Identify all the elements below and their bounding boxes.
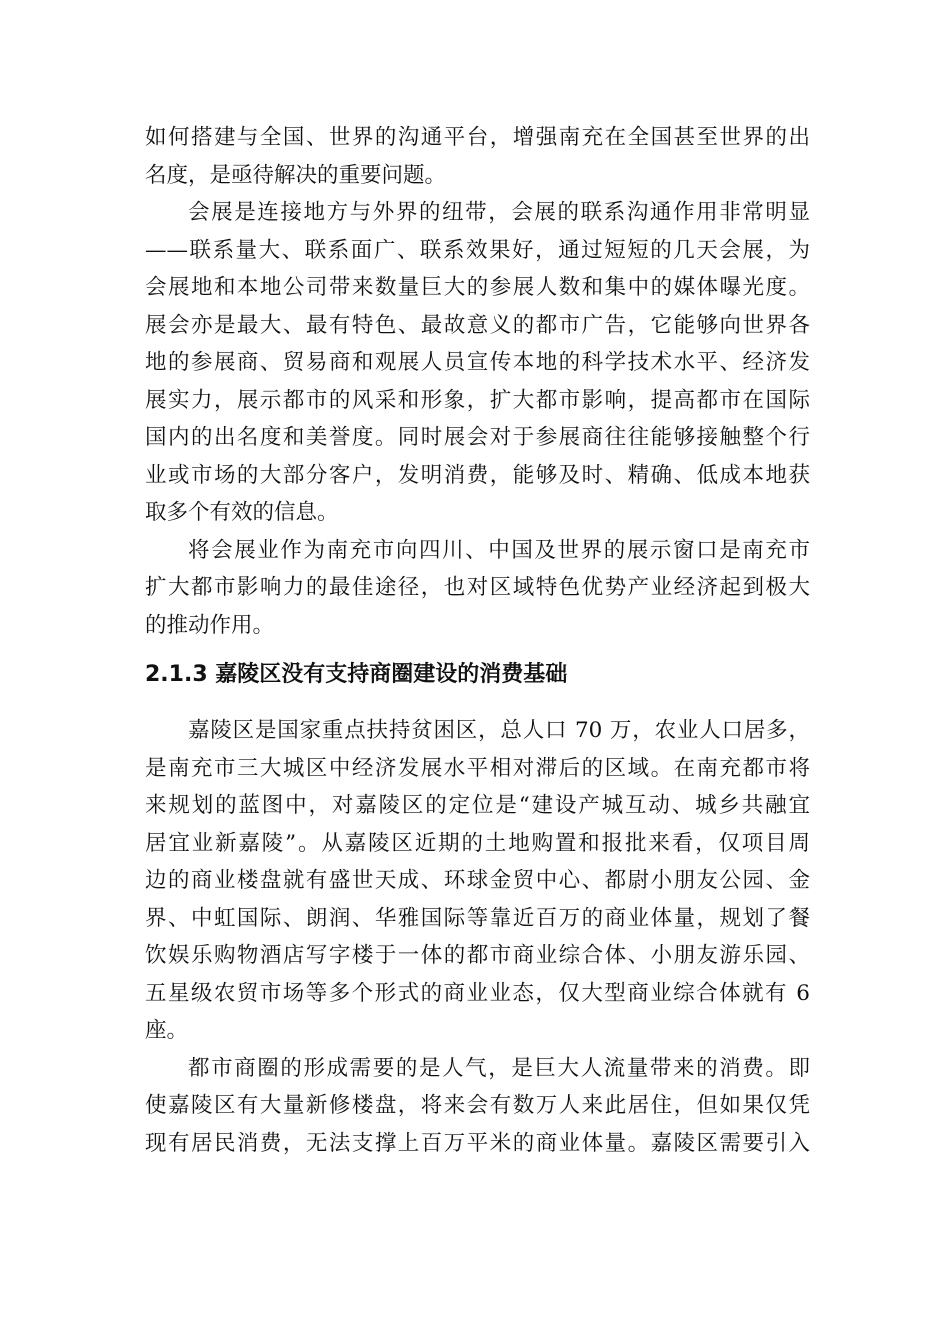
section-1-body <box>145 119 810 644</box>
paragraph-line: 的推动作用。 <box>145 612 275 638</box>
paragraph-line: 现有居民消费，无法支撑上百万平米的商业体量。嘉陵区需要引入 <box>145 1130 810 1156</box>
paragraph-line: 业或市场的大部分客户，发明消费，能够及时、精确、低成本地获 <box>145 462 810 488</box>
paragraph-line: 将会展业作为南充市向四川、中国及世界的展示窗口是南充市 <box>188 537 810 563</box>
paragraph-line: 饮娱乐购物酒店写字楼于一体的都市商业综合体、小朋友游乐园、 <box>145 943 810 968</box>
paragraph-line: 是南充市三大城区中经济发展水平相对滞后的区域。在南充都市将 <box>145 755 810 781</box>
paragraph-line: 展实力，展示都市的风采和形象，扩大都市影响，提高都市在国际 <box>145 387 810 413</box>
paragraph-line: 座。 <box>145 1018 189 1043</box>
paragraph-line: 界、中虹国际、朗润、华雅国际等靠近百万的商业体量，规划了餐 <box>145 905 810 931</box>
paragraph-line: 使嘉陵区有大量新修楼盘，将来会有数万人来此居住，但如果仅凭 <box>145 1093 810 1118</box>
section-2-body <box>145 712 810 1162</box>
paragraph-line: 展会亦是最大、最有特色、最故意义的都市广告，它能够向世界各 <box>145 312 810 338</box>
paragraph-line: 居宜业新嘉陵”。从嘉陵区近期的土地购置和报批来看，仅项目周 <box>145 830 810 856</box>
paragraph-line: 都市商圈的形成需要的是人气，是巨大人流量带来的消费。即 <box>188 1055 810 1081</box>
paragraph-line: 边的商业楼盘就有盛世天成、环球金贸中心、都尉小朋友公园、金 <box>145 868 810 893</box>
paragraph-line: 取多个有效的信息。 <box>145 500 339 525</box>
paragraph-line: 嘉陵区是国家重点扶持贫困区，总人口 70 万，农业人口居多， <box>188 718 810 743</box>
paragraph-line: ——联系量大、联系面广、联系效果好，通过短短的几天会展，为 <box>145 237 810 263</box>
paragraph-line: 国内的出名度和美誉度。同时展会对于参展商往往能够接触整个行 <box>145 425 810 450</box>
section-heading: 2.1.3 嘉陵区没有支持商圈建设的消费基础 <box>145 662 568 687</box>
paragraph-line: 如何搭建与全国、世界的沟通平台，增强南充在全国甚至世界的出 <box>145 125 810 150</box>
paragraph-line: 会展是连接地方与外界的纽带，会展的联系沟通作用非常明显 <box>188 200 810 225</box>
paragraph-line: 扩大都市影响力的最佳途径，也对区域特色优势产业经济起到极大 <box>145 575 810 600</box>
paragraph-line: 名度，是亟待解决的重要问题。 <box>145 162 447 188</box>
paragraph-line: 五星级农贸市场等多个形式的商业业态，仅大型商业综合体就有 6 <box>145 980 810 1006</box>
paragraph-line: 地的参展商、贸易商和观展人员宣传本地的科学技术水平、经济发 <box>145 350 810 375</box>
paragraph-line: 来规划的蓝图中，对嘉陵区的定位是“建设产城互动、城乡共融宜 <box>145 793 810 818</box>
paragraph-line: 会展地和本地公司带来数量巨大的参展人数和集中的媒体曝光度。 <box>145 275 810 300</box>
